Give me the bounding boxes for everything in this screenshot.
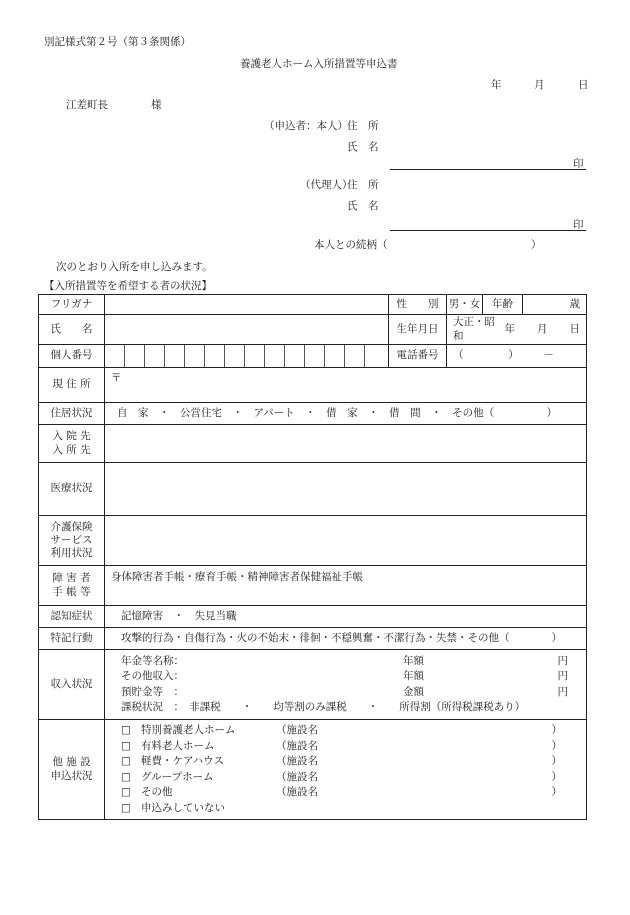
medical-label: 医療状況 xyxy=(39,463,105,516)
dementia-label: 認知症状 xyxy=(39,606,105,628)
facility-name-label: （施設名 xyxy=(276,724,318,737)
gender-options[interactable]: 男・女 xyxy=(448,297,481,310)
applicant-underline xyxy=(390,169,586,170)
other-facility-label-2: 申込状況 xyxy=(50,769,93,782)
facility-name-label: （施設名 xyxy=(276,786,318,799)
furigana-field[interactable] xyxy=(105,295,389,315)
residence-options[interactable]: 自 家 ・ 公営住宅 ・ アパート ・ 借 家 ・ 借 間 ・ その他（ ） xyxy=(105,403,587,425)
income-line-unit: 円 xyxy=(557,685,568,698)
behavior-row xyxy=(39,628,587,650)
relation-label: 本人との続柄（ xyxy=(314,239,388,251)
facility-close: ） xyxy=(551,755,562,768)
other-facility-field xyxy=(105,720,587,820)
hospital-row xyxy=(39,425,587,463)
phone-open: （ xyxy=(453,349,464,362)
addressee: 江差町長 xyxy=(66,99,108,111)
addressee-honorific: 様 xyxy=(151,99,162,111)
medical-row xyxy=(39,463,587,516)
gender-label: 性 別 xyxy=(389,295,447,315)
date-year-label: 年 xyxy=(491,79,502,91)
name-label: 氏 名 xyxy=(39,315,105,345)
birth-field[interactable] xyxy=(447,315,587,345)
phone-close: ） xyxy=(508,349,519,362)
facility-type: 特別養護老人ホーム xyxy=(141,724,236,737)
hospital-label-1: 入 院 先 xyxy=(52,430,91,443)
income-line-label: その他収入： xyxy=(121,670,184,683)
applicant-name-label: 氏 名 xyxy=(347,141,379,153)
personal-number-label: 個人番号 xyxy=(39,345,105,368)
facility-type: 有料老人ホーム xyxy=(141,739,215,752)
personal-number-row xyxy=(39,345,587,368)
income-line-unit: 円 xyxy=(557,654,568,667)
medical-field[interactable] xyxy=(105,463,587,516)
birth-month-unit: 月 xyxy=(537,322,548,335)
date-day-label: 日 xyxy=(578,79,589,91)
income-row xyxy=(39,650,587,720)
furigana-row xyxy=(39,295,587,315)
income-line-unit: 円 xyxy=(557,670,568,683)
facility-type: その他 xyxy=(141,786,173,799)
care-field[interactable] xyxy=(105,516,587,566)
facility-option[interactable] xyxy=(121,739,562,755)
hospital-label xyxy=(39,425,105,463)
income-line xyxy=(121,669,568,685)
phone-field[interactable] xyxy=(447,345,587,368)
facility-option[interactable] xyxy=(121,754,562,770)
age-field[interactable] xyxy=(523,295,587,315)
agent-seal: 印 xyxy=(573,219,584,231)
residence-row xyxy=(39,403,587,425)
postal-mark: 〒 xyxy=(111,372,122,384)
income-line xyxy=(121,685,568,701)
checkbox-icon[interactable]: □ xyxy=(121,755,131,768)
behavior-options[interactable]: 攻撃的行為・自傷行為・火の不始末・徘徊・不穏興奮・不潔行為・失禁・その他（ ） xyxy=(105,628,587,650)
date-month-label: 月 xyxy=(534,79,545,91)
other-facility-label xyxy=(39,720,105,820)
phone-dash: － xyxy=(543,349,554,362)
disability-options[interactable]: 身体障害者手帳・療育手帳・精神障害者保健福祉手帳 xyxy=(105,566,587,606)
disability-label-2: 手 帳 等 xyxy=(52,585,91,598)
facility-close: ） xyxy=(551,739,562,752)
agent-address-label: 住 所 xyxy=(347,179,379,191)
checkbox-icon[interactable]: □ xyxy=(121,724,131,737)
agent-name-label: 氏 名 xyxy=(347,200,379,212)
income-line-label: 年金等名称： xyxy=(121,654,184,667)
facility-name-label: （施設名 xyxy=(276,770,318,783)
facility-name-label: （施設名 xyxy=(276,739,318,752)
other-facility-label-1: 他 施 設 xyxy=(52,756,91,769)
form-title: 養護老人ホーム入所措置等申込書 xyxy=(240,58,398,70)
address-label: 現 住 所 xyxy=(39,368,105,403)
hospital-field[interactable] xyxy=(105,425,587,463)
care-label xyxy=(39,516,105,566)
tax-status-line[interactable]: 課税状況 ： 非課税 ・ 均等割のみ課税 ・ 所得割（所得税課税あり） xyxy=(121,701,526,714)
income-line xyxy=(121,654,568,670)
income-line-label: 預貯金等 ： xyxy=(121,685,184,698)
income-line-mid: 金額 xyxy=(403,685,424,698)
era-options[interactable]: 大正・昭和 xyxy=(453,316,495,342)
facility-option[interactable] xyxy=(121,785,562,801)
residence-label: 住居状況 xyxy=(39,403,105,425)
form-number: 別記様式第２号（第３条関係） xyxy=(44,36,191,48)
disability-label xyxy=(39,566,105,606)
facility-option[interactable] xyxy=(121,770,562,786)
facility-close: ） xyxy=(551,786,562,799)
personal-number-field[interactable] xyxy=(105,345,389,368)
behavior-label: 特記行動 xyxy=(39,628,105,650)
application-table xyxy=(38,294,587,820)
age-label: 年齢 xyxy=(482,295,522,314)
not-applied-label: 申込みしていない xyxy=(141,801,225,814)
name-row xyxy=(39,315,587,345)
intro-text: 次のとおり入所を申し込みます。 xyxy=(56,261,213,273)
income-line-mid: 年額 xyxy=(403,654,424,667)
section-title: 【入所措置等を希望する者の状況】 xyxy=(44,280,212,292)
facility-name-label: （施設名 xyxy=(276,755,318,768)
checkbox-icon[interactable]: □ xyxy=(121,786,131,799)
not-applied-option[interactable] xyxy=(121,801,562,817)
birth-day-unit: 日 xyxy=(569,322,580,335)
furigana-label: フリガナ xyxy=(39,295,105,315)
facility-option[interactable] xyxy=(121,723,562,739)
applicant-seal: 印 xyxy=(573,158,584,170)
care-label-2: サービス xyxy=(50,533,93,546)
agent-underline xyxy=(390,230,586,231)
income-line-mid: 年額 xyxy=(403,670,424,683)
applicant-address-label: 住 所 xyxy=(347,120,379,132)
care-row xyxy=(39,516,587,566)
dementia-options[interactable]: 記憶障害 ・ 失見当職 xyxy=(105,606,587,628)
hospital-label-2: 入 所 先 xyxy=(52,443,91,456)
birth-label: 生年月日 xyxy=(389,315,447,345)
facility-type: グループホーム xyxy=(141,770,214,783)
disability-label-1: 障 害 者 xyxy=(52,572,91,585)
age-unit: 歳 xyxy=(569,297,580,310)
address-field[interactable] xyxy=(105,368,587,403)
other-facility-row xyxy=(39,720,587,820)
income-label: 収入状況 xyxy=(39,650,105,720)
relation-close: ） xyxy=(531,239,542,251)
agent-label: （代理人） xyxy=(300,179,353,191)
facility-close: ） xyxy=(551,770,562,783)
disability-row xyxy=(39,566,587,606)
care-label-3: 利用状況 xyxy=(50,547,93,560)
phone-label: 電話番号 xyxy=(389,345,447,368)
checkbox-icon[interactable]: □ xyxy=(121,801,131,814)
address-row xyxy=(39,368,587,403)
income-field[interactable] xyxy=(105,650,587,720)
birth-year-unit: 年 xyxy=(504,322,515,335)
facility-type: 軽費・ケアハウス xyxy=(141,755,224,768)
dementia-row xyxy=(39,606,587,628)
facility-close: ） xyxy=(551,724,562,737)
checkbox-icon[interactable]: □ xyxy=(121,739,131,752)
care-label-1: 介護保険 xyxy=(50,520,93,533)
gender-cell xyxy=(447,295,523,315)
checkbox-icon[interactable]: □ xyxy=(121,770,131,783)
name-field[interactable] xyxy=(105,315,389,345)
applicant-label: （申込者：本人） xyxy=(264,120,348,132)
